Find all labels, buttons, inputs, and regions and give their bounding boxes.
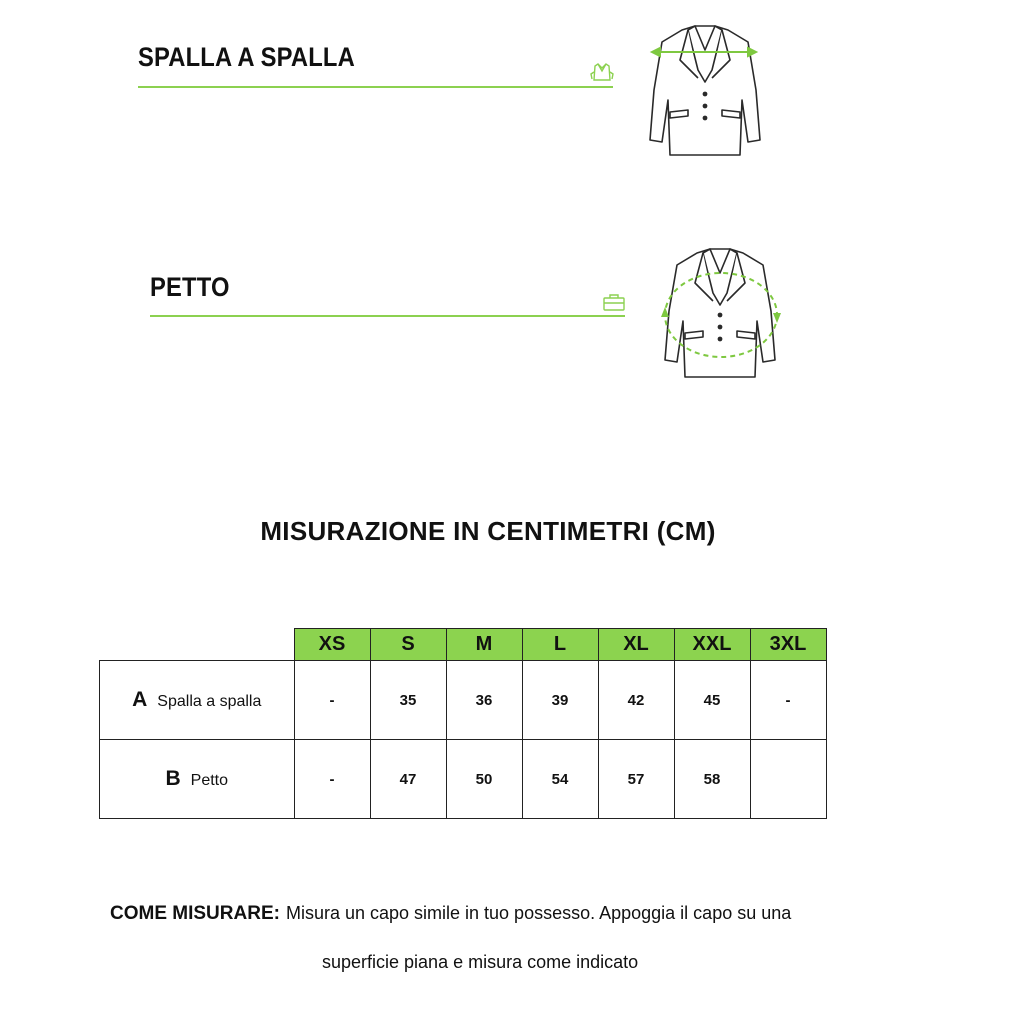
shirt-icon: [602, 292, 626, 312]
size-header: L: [522, 629, 598, 661]
how-to-label: COME MISURARE:: [110, 903, 280, 924]
how-to-line-1: Misura un capo simile in tuo possesso. Appoggia il capo su una: [285, 903, 792, 923]
table-row: [100, 661, 827, 740]
table-row: [100, 740, 827, 819]
row-letter: B: [165, 767, 181, 790]
size-header: XXL: [674, 629, 750, 661]
table-cell: 50: [446, 740, 522, 819]
jacket-icon: [590, 62, 614, 82]
table-cell: 45: [674, 661, 750, 740]
shoulder-divider: [138, 86, 613, 88]
table-cell: -: [294, 661, 370, 740]
table-cell: -: [294, 740, 370, 819]
table-cell: 47: [370, 740, 446, 819]
chest-divider: [150, 315, 625, 317]
how-to-line-2: superficie piana e misura come indicato: [322, 952, 639, 972]
table-cell: 54: [522, 740, 598, 819]
table-cell: 57: [598, 740, 674, 819]
size-header: XL: [598, 629, 674, 661]
shoulder-title: SPALLA A SPALLA: [138, 42, 355, 72]
chest-title: PETTO: [150, 272, 230, 302]
table-cell: 36: [446, 661, 522, 740]
measurement-heading: MISURAZIONE IN CENTIMETRI (CM): [260, 516, 716, 546]
jacket-illustration-shoulder: [640, 20, 770, 165]
table-cell: -: [750, 661, 826, 740]
jacket-illustration-chest: [655, 245, 785, 385]
row-label-text: Petto: [190, 772, 229, 789]
size-table: [99, 628, 827, 819]
size-header: M: [446, 629, 522, 661]
empty-corner: [100, 629, 295, 661]
how-to-measure: [110, 903, 791, 925]
table-cell: 58: [674, 740, 750, 819]
table-cell: 35: [370, 661, 446, 740]
table-cell: 42: [598, 661, 674, 740]
size-header: XS: [294, 629, 370, 661]
size-header-row: [100, 629, 827, 661]
row-letter: A: [132, 688, 148, 711]
row-label-text: Spalla a spalla: [157, 693, 262, 710]
row-label-shoulder: [100, 661, 295, 740]
size-header: 3XL: [750, 629, 826, 661]
table-cell: [750, 740, 826, 819]
size-header: S: [370, 629, 446, 661]
table-cell: 39: [522, 661, 598, 740]
row-label-chest: [100, 740, 295, 819]
